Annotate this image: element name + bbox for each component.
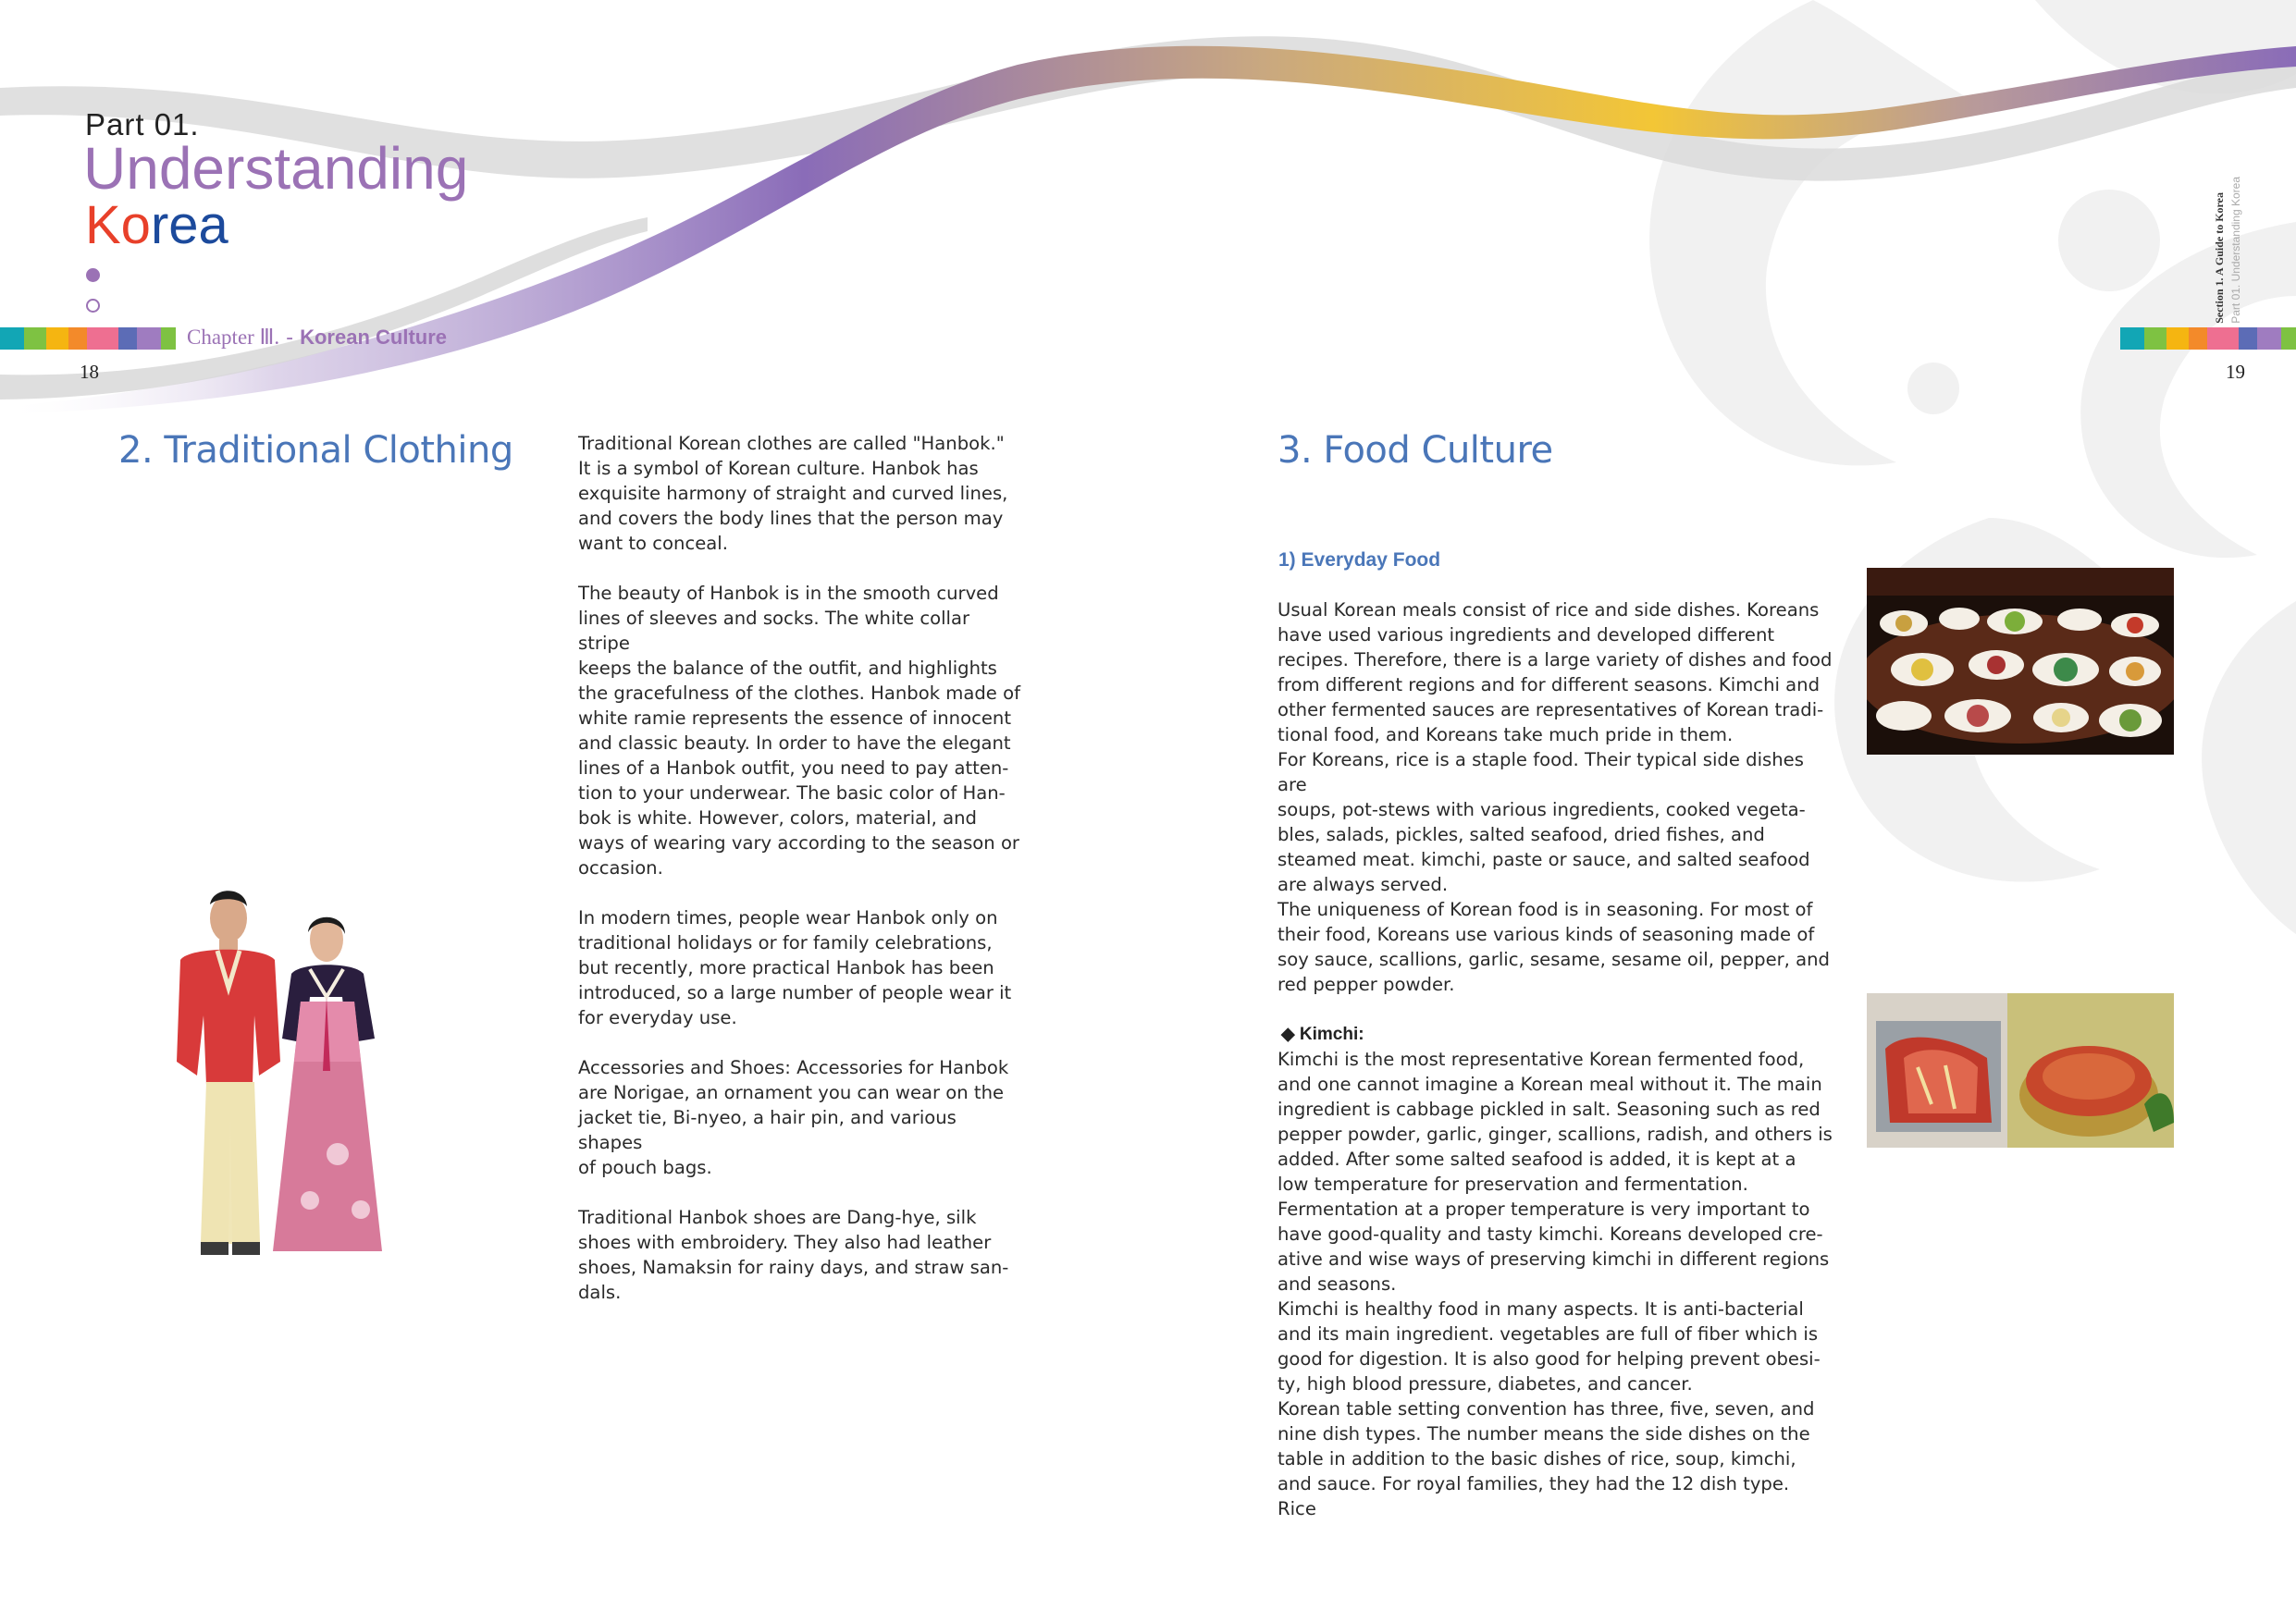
text-line: the gracefulness of the clothes. Hanbok made of bbox=[578, 682, 1020, 704]
text-line: keeps the balance of the outfit, and highlights bbox=[578, 658, 997, 679]
color-bar-segment bbox=[46, 327, 68, 350]
text-line: recipes. Therefore, there is a large variety of dishes and food bbox=[1278, 649, 1833, 670]
text-line: It is a symbol of Korean culture. Hanbok has bbox=[578, 458, 979, 479]
color-bar-segment bbox=[2207, 327, 2239, 350]
text-line: soups, pot-stews with various ingredients, cooked vegeta- bbox=[1278, 799, 1806, 820]
text-line: and classic beauty. In order to have the elegant bbox=[578, 732, 1011, 754]
text-line: The beauty of Hanbok is in the smooth curved bbox=[578, 583, 999, 604]
kimchi-photo bbox=[1867, 993, 2174, 1148]
color-bar-segment bbox=[2189, 327, 2207, 350]
text-line: are always served. bbox=[1278, 874, 1449, 895]
text-line: dals. bbox=[578, 1282, 622, 1303]
chapter-dash: - bbox=[279, 326, 301, 350]
text-line: soy sauce, scallions, garlic, sesame, sesame oil, pepper, and bbox=[1278, 949, 1830, 970]
text-line: Kimchi is the most representative Korean fermented food, bbox=[1278, 1049, 1805, 1070]
color-bar-right bbox=[2120, 327, 2296, 350]
color-bar-segment bbox=[2239, 327, 2257, 350]
text-line: of pouch bags. bbox=[578, 1157, 712, 1178]
right-body-text bbox=[1278, 597, 1833, 1521]
everyday-food-text bbox=[1278, 597, 1833, 997]
color-bar-segment bbox=[68, 327, 87, 350]
color-bar-segment bbox=[24, 327, 46, 350]
text-line: for everyday use. bbox=[578, 1007, 737, 1028]
title-korea bbox=[85, 195, 228, 255]
text-line: lines of a Hanbok outfit, you need to pay atten- bbox=[578, 757, 1009, 779]
kimchi-text bbox=[1278, 1047, 1833, 1521]
text-line: In modern times, people wear Hanbok only on bbox=[578, 907, 998, 928]
text-line: added. After some salted seafood is added, it is kept at a bbox=[1278, 1149, 1796, 1170]
text-line: have good-quality and tasty kimchi. Koreans developed cre- bbox=[1278, 1223, 1823, 1245]
text-line: pepper powder, garlic, ginger, scallions, radish, and others is bbox=[1278, 1124, 1833, 1145]
color-bar-segment bbox=[161, 327, 176, 350]
clothing-paragraph bbox=[578, 431, 1022, 556]
color-bar-segment bbox=[2281, 327, 2296, 350]
side-section-label: Section 1. A Guide to Korea bbox=[2213, 192, 2226, 324]
side-running-header bbox=[2213, 139, 2250, 324]
text-line: exquisite harmony of straight and curved lines, bbox=[578, 483, 1008, 504]
color-bar-segment bbox=[87, 327, 118, 350]
text-line: tion to your underwear. The basic color of Han- bbox=[578, 782, 1006, 804]
text-line: other fermented sauces are representatives of Korean tradi- bbox=[1278, 699, 1824, 720]
text-line: from different regions and for different seasons. Kimchi and bbox=[1278, 674, 1821, 695]
text-line: Usual Korean meals consist of rice and side dishes. Koreans bbox=[1278, 599, 1820, 621]
text-line: and its main ingredient. vegetables are full of fiber which is bbox=[1278, 1323, 1819, 1345]
text-line: red pepper powder. bbox=[1278, 974, 1455, 995]
text-line: their food, Koreans use various kinds of seasoning made of bbox=[1278, 924, 1815, 945]
bullet-dot-ring bbox=[86, 299, 100, 313]
text-line: The uniqueness of Korean food is in seasoning. For most of bbox=[1278, 899, 1813, 920]
text-line: and seasons. bbox=[1278, 1273, 1397, 1295]
chapter-label bbox=[187, 326, 447, 350]
color-bar-segment bbox=[2166, 327, 2189, 350]
title-korea-rea: rea bbox=[150, 195, 228, 255]
text-line: steamed meat. kimchi, paste or sauce, and salted seafood bbox=[1278, 849, 1810, 870]
text-line: table in addition to the basic dishes of rice, soup, kimchi, bbox=[1278, 1448, 1796, 1469]
korean-table-photo bbox=[1867, 568, 2174, 755]
clothing-paragraph bbox=[578, 1055, 1022, 1180]
text-line: tional food, and Koreans take much pride in them. bbox=[1278, 724, 1734, 745]
kimchi-heading: ◆ Kimchi: bbox=[1281, 1025, 1364, 1044]
text-line: Fermentation at a proper temperature is very important to bbox=[1278, 1199, 1810, 1220]
clothing-paragraph bbox=[578, 581, 1022, 880]
text-line: and covers the body lines that the person may bbox=[578, 508, 1004, 529]
text-line: introduced, so a large number of people wear it bbox=[578, 982, 1012, 1003]
color-bar-segment bbox=[2257, 327, 2281, 350]
text-line: Kimchi is healthy food in many aspects. It is anti-bacterial bbox=[1278, 1298, 1804, 1320]
paragraph-spacer bbox=[1278, 997, 1833, 1022]
text-line: shoes, Namaksin for rainy days, and straw san- bbox=[578, 1257, 1009, 1278]
color-bar-segment bbox=[137, 327, 161, 350]
clothing-paragraph bbox=[578, 905, 1022, 1030]
text-line: but recently, more practical Hanbok has been bbox=[578, 957, 994, 978]
text-line: and sauce. For royal families, they had the 12 dish type. Rice bbox=[1278, 1473, 1790, 1519]
heading-traditional-clothing: 2. Traditional Clothing bbox=[118, 429, 513, 472]
text-line: low temperature for preservation and fermentation. bbox=[1278, 1174, 1748, 1195]
text-line: Accessories and Shoes: Accessories for Hanbok bbox=[578, 1057, 1009, 1078]
clothing-paragraph bbox=[578, 1205, 1022, 1305]
text-line: want to conceal. bbox=[578, 533, 728, 554]
color-bar-segment bbox=[0, 327, 24, 350]
text-line: lines of sleeves and socks. The white collar stripe bbox=[578, 608, 970, 654]
color-bar-left bbox=[0, 327, 176, 350]
text-line: ty, high blood pressure, diabetes, and cancer. bbox=[1278, 1373, 1693, 1395]
text-line: Korean table setting convention has three, five, seven, and bbox=[1278, 1398, 1815, 1420]
side-part-label: Part 01. Understanding Korea bbox=[2229, 177, 2242, 324]
left-body-text bbox=[578, 431, 1022, 1330]
text-line: For Koreans, rice is a staple food. Their typical side dishes are bbox=[1278, 749, 1804, 795]
page-number-left: 18 bbox=[80, 361, 99, 383]
text-line: ative and wise ways of preserving kimchi in different regions bbox=[1278, 1248, 1830, 1270]
text-line: shoes with embroidery. They also had leather bbox=[578, 1232, 992, 1253]
text-line: and one cannot imagine a Korean meal without it. The main bbox=[1278, 1074, 1822, 1095]
text-line: have used various ingredients and developed different bbox=[1278, 624, 1775, 646]
part-label: Part 01. bbox=[85, 107, 200, 141]
text-line: ingredient is cabbage pickled in salt. Seasoning such as red bbox=[1278, 1099, 1821, 1120]
bullet-dot-filled bbox=[86, 268, 100, 282]
text-line: jacket tie, Bi-nyeo, a hair pin, and various shapes bbox=[578, 1107, 957, 1153]
color-bar-segment bbox=[2120, 327, 2144, 350]
text-line: are Norigae, an ornament you can wear on the bbox=[578, 1082, 1005, 1103]
heading-food-culture: 3. Food Culture bbox=[1278, 429, 1553, 472]
color-bar-segment bbox=[118, 327, 137, 350]
text-line: white ramie represents the essence of innocent bbox=[578, 707, 1012, 729]
text-line: good for digestion. It is also good for helping prevent obesi- bbox=[1278, 1348, 1821, 1370]
text-line: occasion. bbox=[578, 857, 663, 879]
text-line: traditional holidays or for family celebrations, bbox=[578, 932, 993, 953]
subheading-everyday-food: 1) Everyday Food bbox=[1278, 549, 1441, 571]
hanbok-couple-photo bbox=[162, 877, 402, 1276]
chapter-number: Chapter Ⅲ. bbox=[187, 326, 280, 349]
color-bar-segment bbox=[2144, 327, 2166, 350]
text-line: ways of wearing vary according to the season or bbox=[578, 832, 1019, 854]
title-understanding: Understanding bbox=[83, 135, 469, 202]
text-line: bok is white. However, colors, material, and bbox=[578, 807, 977, 829]
chapter-name: Korean Culture bbox=[300, 326, 448, 349]
page-number-right: 19 bbox=[2226, 361, 2245, 383]
text-line: nine dish types. The number means the side dishes on the bbox=[1278, 1423, 1810, 1445]
text-line: bles, salads, pickles, salted seafood, dried fishes, and bbox=[1278, 824, 1765, 845]
text-line: Traditional Korean clothes are called "Hanbok." bbox=[578, 433, 1005, 454]
text-line: Traditional Hanbok shoes are Dang-hye, silk bbox=[578, 1207, 977, 1228]
title-korea-ko: Ko bbox=[85, 195, 151, 255]
